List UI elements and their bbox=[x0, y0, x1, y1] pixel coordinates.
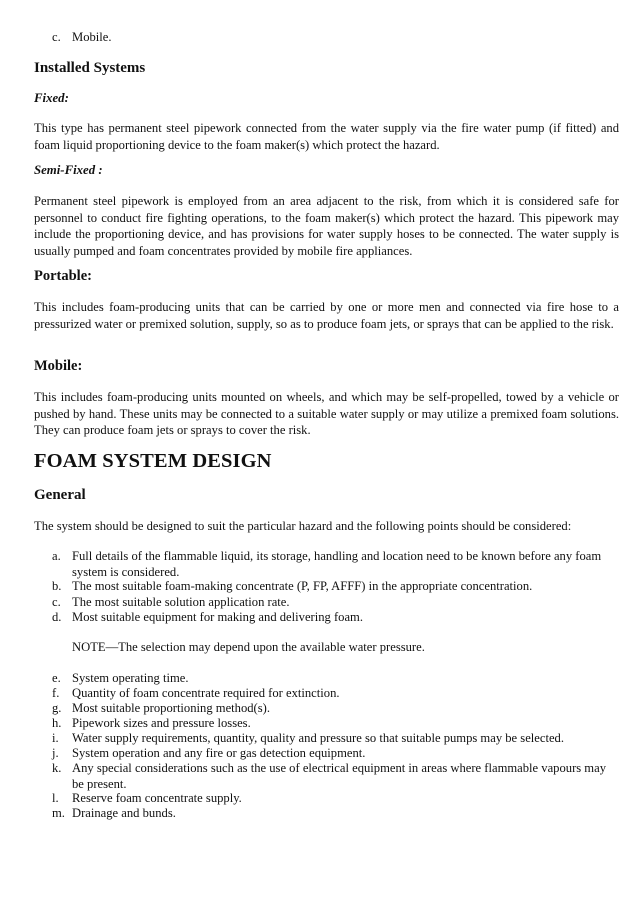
list-marker: a. bbox=[52, 549, 61, 563]
list-marker: g. bbox=[52, 701, 62, 715]
list-marker: j. bbox=[52, 746, 59, 760]
list-item-text: Drainage and bunds. bbox=[72, 806, 176, 820]
list-item-text: Most suitable equipment for making and delivering foam. bbox=[72, 610, 363, 624]
installed-systems-heading: Installed Systems bbox=[34, 60, 146, 76]
list-item-k bbox=[52, 760, 618, 792]
list-item-mobile bbox=[52, 29, 618, 45]
list-item-f bbox=[52, 685, 618, 701]
list-marker: k. bbox=[52, 761, 62, 775]
list-item-i bbox=[52, 730, 618, 746]
list-item-b bbox=[52, 578, 618, 594]
list-marker: m. bbox=[52, 806, 65, 820]
list-item-text: Water supply requirements, quantity, quality and pressure so that suitable pumps may be selected. bbox=[72, 731, 564, 745]
semi-fixed-paragraph: Permanent steel pipework is employed from an area adjacent to the risk, from which it is considered safe for personnel to conduct fire fighting operations, to the foam maker(s) which protect the hazard. This pipework may include the proportioning device, and has provisions for water supply hoses to be connected. The water supply is usually pumped and foam concentrates provided by mobile fire appliances. bbox=[34, 194, 619, 258]
list-item-text: Quantity of foam concentrate required for extinction. bbox=[72, 686, 340, 700]
list-item-text: Any special considerations such as the use of electrical equipment in areas where flammable vapours may be present. bbox=[72, 761, 606, 791]
list-item-text: Mobile. bbox=[72, 30, 112, 44]
list-item-e bbox=[52, 670, 618, 686]
fixed-paragraph: This type has permanent steel pipework connected from the water supply via the fire water pump (if fitted) and foam liquid proportioning device to the foam maker(s) which protect the hazard. bbox=[34, 121, 619, 152]
general-heading: General bbox=[34, 487, 86, 503]
foam-system-design-title: FOAM SYSTEM DESIGN bbox=[34, 450, 272, 472]
list-marker: c. bbox=[52, 595, 61, 609]
fixed-subheading: Fixed: bbox=[34, 91, 69, 105]
list-item-m bbox=[52, 805, 618, 821]
list-marker: c. bbox=[52, 30, 61, 44]
semi-fixed-subheading: Semi-Fixed : bbox=[34, 163, 103, 177]
list-item-j bbox=[52, 745, 618, 761]
list-marker: i. bbox=[52, 731, 59, 745]
mobile-paragraph: This includes foam-producing units mounted on wheels, and which may be self-propelled, towed by a vehicle or pushed by hand. These units may be connected to a suitable water supply or may utilize a premixed foam solutions. They can produce foam jets or sprays to cover the risk. bbox=[34, 390, 619, 437]
list-item-text: The most suitable foam-making concentrate (P, FP, AFFF) in the appropriate concentration. bbox=[72, 579, 533, 593]
selection-note: NOTE—The selection may depend upon the available water pressure. bbox=[72, 640, 425, 654]
list-item-c bbox=[52, 594, 618, 610]
list-marker: e. bbox=[52, 671, 61, 685]
list-marker: d. bbox=[52, 610, 62, 624]
list-item-text: Most suitable proportioning method(s). bbox=[72, 701, 270, 715]
list-marker: b. bbox=[52, 579, 62, 593]
list-item-l bbox=[52, 790, 618, 806]
portable-heading: Portable: bbox=[34, 268, 92, 284]
general-intro-paragraph: The system should be designed to suit the particular hazard and the following points should be considered: bbox=[34, 519, 572, 533]
list-item-h bbox=[52, 715, 618, 731]
list-item-text: The most suitable solution application rate. bbox=[72, 595, 290, 609]
list-item-text: System operation and any fire or gas detection equipment. bbox=[72, 746, 366, 760]
list-item-text: Reserve foam concentrate supply. bbox=[72, 791, 242, 805]
list-item-a bbox=[52, 548, 618, 580]
list-item-text: Full details of the flammable liquid, its storage, handling and location need to be known before any foam system is considered. bbox=[72, 549, 602, 579]
list-marker: f. bbox=[52, 686, 60, 700]
list-item-text: System operating time. bbox=[72, 671, 189, 685]
mobile-heading: Mobile: bbox=[34, 358, 83, 374]
list-item-g bbox=[52, 700, 618, 716]
list-marker: h. bbox=[52, 716, 62, 730]
portable-paragraph: This includes foam-producing units that can be carried by one or more men and connected via fire hose to a pressurized water or premixed solution, supply, so as to produce foam jets, or sprays that can be applied to the risk. bbox=[34, 300, 619, 331]
list-marker: l. bbox=[52, 791, 59, 805]
list-item-d bbox=[52, 609, 618, 625]
list-item-text: Pipework sizes and pressure losses. bbox=[72, 716, 251, 730]
